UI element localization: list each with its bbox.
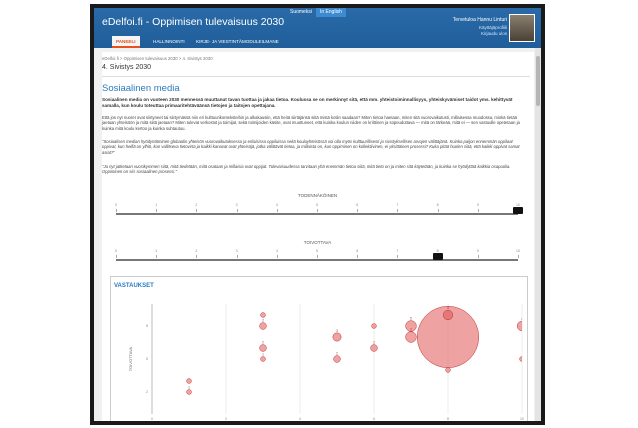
slider-tick-label: 2 xyxy=(195,203,198,207)
y-tick-label: 8 xyxy=(146,324,148,328)
bubble-count-label: 5 xyxy=(410,316,412,321)
slider-tick xyxy=(478,255,479,258)
x-tick-label: 4 xyxy=(299,417,301,421)
tab-hallinnointi[interactable]: HALLINNOINTI xyxy=(153,39,185,44)
browser-viewport xyxy=(94,8,541,421)
tab-paneeli[interactable]: PANEELI xyxy=(112,36,140,48)
slider-tick xyxy=(518,255,519,258)
welcome-text: Tervetuloa Hannu Linturi xyxy=(452,17,507,23)
slider-handle[interactable] xyxy=(433,253,443,260)
slider-tick-label: 3 xyxy=(235,249,238,253)
slider-tick xyxy=(277,255,278,258)
slider-tick-label: 4 xyxy=(275,249,278,253)
slider-tick-label: 7 xyxy=(396,203,399,207)
main-nav xyxy=(94,32,541,48)
y-axis-label: TOIVOTTAVA xyxy=(128,346,133,372)
bubble-count-label: 2 xyxy=(262,318,264,323)
lang-en-link[interactable]: In English xyxy=(316,8,346,17)
slider-tick xyxy=(397,255,398,258)
slider-tick xyxy=(317,209,318,212)
slider-tick-label: 0 xyxy=(115,249,117,253)
breadcrumb[interactable]: eDelfoi.fi > Oppimisen tulevaisuus 2030 > 4. Sivistys 2030 xyxy=(102,56,213,61)
screenshot-frame xyxy=(90,4,545,425)
bubble-count-label: 5 xyxy=(410,327,412,332)
bubble-count-label: 3 xyxy=(336,328,338,333)
slider-track[interactable] xyxy=(116,213,518,215)
slider-tick-label: 8 xyxy=(436,249,439,253)
slider-tick-label: 5 xyxy=(316,249,318,253)
slider-tick-label: 6 xyxy=(356,249,359,253)
bubble-count-label: 4 xyxy=(447,306,449,311)
slider-tick xyxy=(357,209,358,212)
slider-tick xyxy=(397,209,398,212)
slider-handle[interactable] xyxy=(513,207,523,214)
slider-tick xyxy=(478,209,479,212)
slider-tick-label: 4 xyxy=(275,203,278,207)
slider-tick xyxy=(156,209,157,212)
slider-todennakoinen-label: TODENNÄKÖINEN xyxy=(297,193,338,198)
slider-tick xyxy=(317,255,318,258)
y-tick-label: 5 xyxy=(146,357,148,361)
bubble-count-label: 1 xyxy=(262,352,264,357)
bubble-count-label: 2 xyxy=(336,351,338,356)
site-title[interactable]: eDelfoi.fi - Oppimisen tulevaisuus 2030 xyxy=(102,16,285,28)
slider-tick-label: 9 xyxy=(476,203,479,207)
y-tick-label: 2 xyxy=(146,390,148,394)
slider-tick xyxy=(116,209,117,212)
x-tick-label: 0 xyxy=(151,417,153,421)
site-header xyxy=(94,8,541,48)
slider-tick xyxy=(116,255,117,258)
bubble-count-label: 2 xyxy=(262,340,264,345)
slider-tick-label: 2 xyxy=(195,249,198,253)
x-tick-label: 10 xyxy=(520,417,524,421)
profile-link[interactable]: Käyttäjäprofiili xyxy=(478,25,507,30)
paragraph-1: Että jos nyt nuoret ovat siirtyneet tai siirtymässä niin eri kulttuurikonteksteihin ja alkakausiin, että heitä siirtäjänsä siitä mistä kotiin saadaan? Miten tietoa haetaan, miten sitä vuorovaikutusti, millaisessa muodossa, minkä tietää jaetaan yhteisöön ja mitä siitä jaetaan? Miten tulevat verkostot ja toimijat, sekä toimijoiden käsite, ovat muuttuneet, että kuinka koulun niiden on kriittinen ja sopeuduttava — mitä on tärkeää, mitä ei — sen vastuulle opetetaan ja kuinka mitä koulu kertoo ja kuinka suhtautuu. xyxy=(102,115,520,131)
slider-tick-label: 1 xyxy=(155,203,158,207)
tab-kirje[interactable]: KIRJE- JA VIESTINTÄMODULEILMANE xyxy=(196,39,279,44)
slider-tick-label: 9 xyxy=(476,249,479,253)
paragraph-2: "Sosiaalisen median hyödyntäminen globaalin yhteisön vuorovaikutuksessa ja erilaisissa oppiluissa sekä kouluyhteisössä voi olla myös kulttuurillisesti ja sivistyksellisen arvojen välittäjänä. Kuinka paljon ennemmän oppilaat oppivat, kun heillä on ylhiö, kun vallitseva tietovirta ja kaikki kanavat ovat yhteisöjä, jotka välittävät tietoa, ja millaista on, kun oppiminen on kollektiivinen, ei yksittäinen prosessi? Kuka pitää huolen siitä, että kaikki oppivat samat asiat?" xyxy=(102,139,520,155)
x-tick-label: 8 xyxy=(447,417,449,421)
slider-tick-label: 3 xyxy=(235,203,238,207)
slider-tick xyxy=(237,255,238,258)
slider-tick-label: 5 xyxy=(316,203,318,207)
lang-fi-link[interactable]: Suomeksi xyxy=(290,9,312,15)
slider-tick-label: 10 xyxy=(516,249,520,253)
slider-tick-label: 8 xyxy=(436,203,439,207)
slider-tick xyxy=(196,209,197,212)
slider-tick-label: 0 xyxy=(115,203,117,207)
slider-tick xyxy=(277,209,278,212)
bubble-count-label: 1 xyxy=(188,385,190,390)
slider-tick-label: 1 xyxy=(155,249,158,253)
x-tick-label: 6 xyxy=(373,417,375,421)
slider-tick xyxy=(357,255,358,258)
slider-track[interactable] xyxy=(116,259,518,261)
logout-link[interactable]: Kirjaudu ulos xyxy=(480,31,507,36)
x-tick-label: 2 xyxy=(225,417,227,421)
slider-tick xyxy=(156,255,157,258)
slider-tick xyxy=(438,209,439,212)
slider-tick-label: 10 xyxy=(516,203,520,207)
results-chart-panel xyxy=(110,276,528,421)
slider-toivottava-label: TOIVOTTAVA xyxy=(303,240,332,245)
divider xyxy=(102,76,530,77)
paragraph-3: "Ja nyt jatketaan vuosikymmen siitä, mitä tiedetään, mitä osataan ja millaisia ovat oppijat. Tulevaisuudessa tarvitaan yhä enemmän tietoa siitä, mitä tieto on ja miten sitä käytetään, ja kuinka se hyödyttää kaikkia osapuolia. Oppiminen on siis sosiaalinen prosessi." xyxy=(102,164,511,175)
section-title: Sosiaalinen media xyxy=(102,83,180,94)
slider-tick xyxy=(196,255,197,258)
slider-tick xyxy=(237,209,238,212)
chart-title: VASTAUKSET xyxy=(114,283,154,289)
slider-tick-label: 6 xyxy=(356,203,359,207)
slider-tick-label: 7 xyxy=(396,249,399,253)
intro-text: Sosiaalinen media on vuoteen 2030 mennessä muuttanut tavan tuottaa ja jakaa tietoa. Koulussa se on merkinnyt sitä, että mm. yhteistoiminnallisyys, yhteiskyvämiset taidot yms. kehittyvät samalla, kun koulu toteuttaa primaaritehtäväänsä tietojen ja taitojen opettajana. xyxy=(102,97,513,108)
scrollbar-thumb[interactable] xyxy=(536,56,540,106)
page-title: 4. Sivistys 2030 xyxy=(102,64,152,71)
bubble-count-label: 4 xyxy=(521,317,523,322)
bubble-count-label: 2 xyxy=(373,340,375,345)
